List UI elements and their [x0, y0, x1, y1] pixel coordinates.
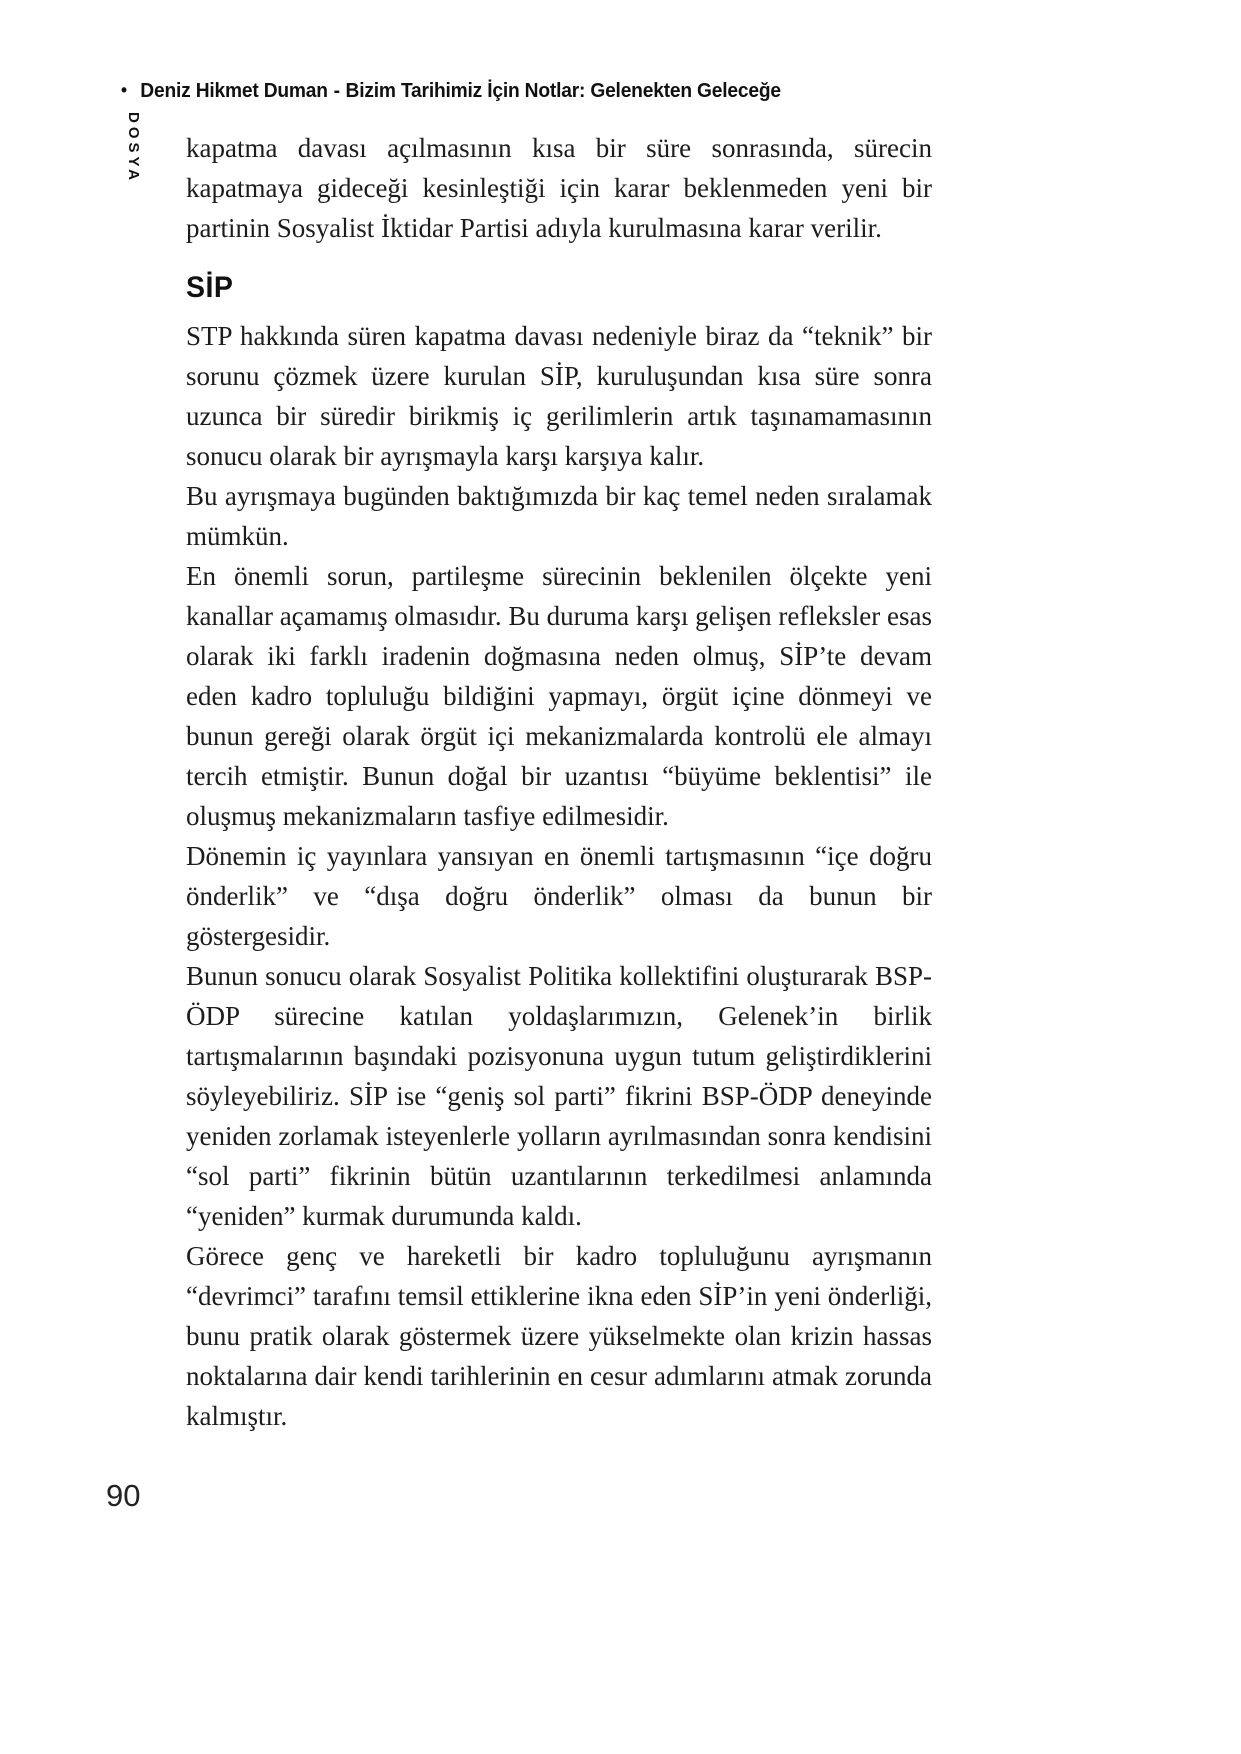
page-number: 90	[106, 1478, 141, 1513]
sidebar-section-label: DOSYA	[125, 112, 142, 184]
paragraph: Bu ayrışmaya bugünden baktığımızda bir kaç temel neden sıralamak mümkün.	[186, 481, 932, 551]
running-header	[121, 80, 1081, 103]
paragraph: Görece genç ve hareketli bir kadro topluluğunu ayrışmanın “devrimci” tarafını temsil ettiklerine ikna eden SİP’in yeni önderliği, bunu pratik olarak göstermek üzere yükselmekte olan krizin hassas noktalarına dair kendi tarihlerinin en cesur adımlarını atmak zorunda kalmıştır.	[186, 1241, 932, 1431]
section-heading: SİP	[186, 271, 234, 304]
header-author: Deniz Hikmet Duman	[140, 80, 328, 102]
header-book-title: Bizim Tarihimiz İçin Notlar: Gelenekten Geleceğe	[345, 80, 781, 102]
paragraph: STP hakkında süren kapatma davası nedeniyle biraz da “teknik” bir sorunu çözmek üzere kurulan SİP, kuruluşundan kısa süre sonra uzunca bir süredir birikmiş iç gerilimlerin artık taşınamamasının sonucu olarak bir ayrışmayla karşı karşıya kalır.	[186, 321, 932, 471]
paragraph: Dönemin iç yayınlara yansıyan en önemli tartışmasının “içe doğru önderlik” ve “dışa doğru önderlik” olması da bunun bir göstergesidir.	[186, 841, 932, 951]
paragraph: Bunun sonucu olarak Sosyalist Politika kollektifini oluşturarak BSP-ÖDP sürecine katılan yoldaşlarımızın, Gelenek’in birlik tartışmalarının başındaki pozisyonuna uygun tutum geliştirdiklerini söyleyebiliriz. SİP ise “geniş sol parti” fikrini BSP-ÖDP deneyinde yeniden zorlamak isteyenlerle yolların ayrılmasından sonra kendisini “sol parti” fikrinin bütün uzantılarının terkedilmesi anlamında “yeniden” kurmak durumunda kaldı.	[186, 961, 932, 1231]
paragraph-intro: kapatma davası açılmasının kısa bir süre sonrasında, sürecin kapatmaya gideceği kesinleştiği için karar beklenmeden yeni bir partinin Sosyalist İktidar Partisi adıyla kurulmasına karar verilir.	[186, 133, 932, 243]
body-text-column	[186, 128, 932, 1436]
header-separator: -	[333, 80, 340, 102]
header-bullet-icon: •	[121, 80, 127, 100]
paragraph: En önemli sorun, partileşme sürecinin beklenilen ölçekte yeni kanallar açamamış olmasıdır. Bu duruma karşı gelişen refleksler esas olarak iki farklı iradenin doğmasına neden olmuş, SİP’te devam eden kadro topluluğu bildiğini yapmayı, örgüt içine dönmeyi ve bunun gereği olarak örgüt içi mekanizmalarda kontrolü ele almayı tercih etmiştir. Bunun doğal bir uzantısı “büyüme beklentisi” ile oluşmuş mekanizmaların tasfiye edilmesidir.	[186, 561, 933, 831]
